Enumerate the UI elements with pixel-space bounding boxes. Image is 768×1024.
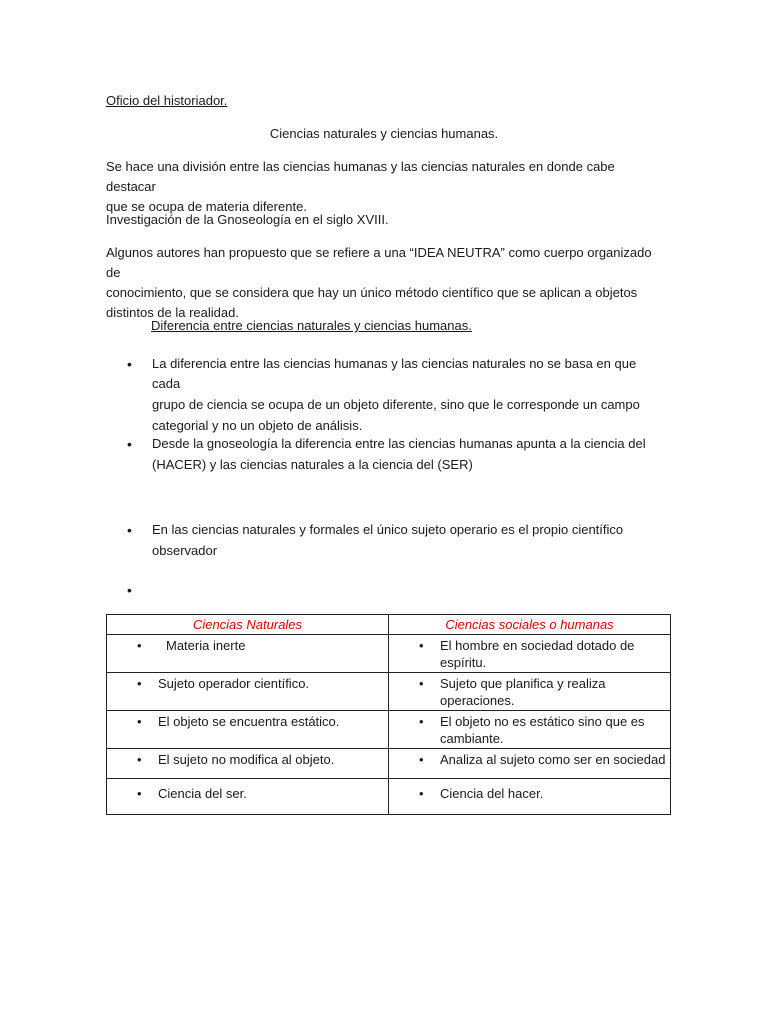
bullet-icon: • <box>127 436 132 452</box>
header-ciencias-sociales: Ciencias sociales o humanas <box>389 615 671 635</box>
table-row <box>107 635 671 673</box>
table-cell <box>389 673 671 711</box>
bullet-list-3 <box>127 520 647 561</box>
bullet-icon: • <box>137 714 142 729</box>
paragraph-line: que se ocupa de materia diferente. <box>106 199 307 214</box>
cell-text: cambiante. <box>440 731 504 746</box>
table-cell <box>389 711 671 749</box>
bullet-icon: • <box>137 676 142 691</box>
paragraph-line: distintos de la realidad. <box>106 305 239 320</box>
cell-text: Ciencia del hacer. <box>440 786 544 801</box>
table-cell <box>107 711 389 749</box>
paragraph-gnoseologia: Investigación de la Gnoseología en el siglo XVIII. <box>106 212 389 227</box>
list-item <box>127 520 647 561</box>
cell-text: Materia inerte <box>166 638 246 653</box>
bullet-list-1 <box>127 354 647 436</box>
bullet-icon: • <box>419 638 424 653</box>
table-cell <box>107 779 389 815</box>
cell-text: El sujeto no modifica al objeto. <box>158 752 335 767</box>
list-item-line: Desde la gnoseología la diferencia entre las ciencias humanas apunta a la ciencia del <box>152 436 646 451</box>
table-row <box>107 749 671 779</box>
cell-text: El objeto se encuentra estático. <box>158 714 340 729</box>
cell-text: El objeto no es estático sino que es <box>440 714 645 729</box>
bullet-icon: • <box>419 786 424 801</box>
list-item <box>127 434 647 475</box>
list-item-line: observador <box>152 543 218 558</box>
cell-text: operaciones. <box>440 693 515 708</box>
table-row <box>107 779 671 815</box>
paragraph-division <box>106 157 666 217</box>
list-item-line: categorial y no un objeto de análisis. <box>152 418 363 433</box>
bullet-icon: • <box>137 638 142 653</box>
paragraph-line: conocimiento, que se considera que hay un único método científico que se aplican a objetos <box>106 285 638 300</box>
list-item-line: (HACER) y las ciencias naturales a la ciencia del (SER) <box>152 457 473 472</box>
paragraph-line: Algunos autores han propuesto que se refiere a una “IDEA NEUTRA” como cuerpo organizado de <box>106 245 652 280</box>
list-item-line: La diferencia entre las ciencias humanas y las ciencias naturales no se basa en que cada <box>152 356 637 391</box>
cell-text: Analiza al sujeto como ser en sociedad <box>440 752 666 767</box>
bullet-icon: • <box>419 752 424 767</box>
list-item-line: grupo de ciencia se ocupa de un objeto diferente, sino que le corresponde un campo <box>152 397 640 412</box>
cell-text: El hombre en sociedad dotado de <box>440 638 635 653</box>
bullet-icon: • <box>419 714 424 729</box>
document-subtitle: Ciencias naturales y ciencias humanas. <box>269 126 499 141</box>
list-item <box>127 354 647 436</box>
bullet-list-2 <box>127 434 647 475</box>
document-heading: Oficio del historiador. <box>106 93 228 108</box>
table-cell <box>389 779 671 815</box>
cell-text: Ciencia del ser. <box>158 786 247 801</box>
table-cell <box>107 635 389 673</box>
table-header-row <box>107 615 671 635</box>
list-item-line: En las ciencias naturales y formales el único sujeto operario es el propio científico <box>152 522 624 537</box>
bullet-icon: • <box>137 752 142 767</box>
paragraph-line: Se hace una división entre las ciencias humanas y las ciencias naturales en donde cabe destacar <box>106 159 615 194</box>
table-row <box>107 711 671 749</box>
bullet-icon: • <box>127 356 132 372</box>
bullet-icon: • <box>127 582 132 598</box>
bullet-list-empty <box>127 580 647 600</box>
list-item-empty <box>127 580 647 600</box>
bullet-icon: • <box>419 676 424 691</box>
table-cell <box>107 749 389 779</box>
table-cell <box>389 635 671 673</box>
bullet-icon: • <box>137 786 142 801</box>
bullet-icon: • <box>127 522 132 538</box>
table-cell <box>107 673 389 711</box>
table-cell <box>389 749 671 779</box>
cell-text: Sujeto operador científico. <box>158 676 310 691</box>
cell-text: espíritu. <box>440 655 487 670</box>
cell-text: Sujeto que planifica y realiza <box>440 676 606 691</box>
header-ciencias-naturales: Ciencias Naturales <box>107 615 389 635</box>
comparison-table <box>106 614 671 815</box>
section-heading: Diferencia entre ciencias naturales y ciencias humanas. <box>151 318 472 333</box>
paragraph-idea-neutra <box>106 243 666 323</box>
table-row <box>107 673 671 711</box>
